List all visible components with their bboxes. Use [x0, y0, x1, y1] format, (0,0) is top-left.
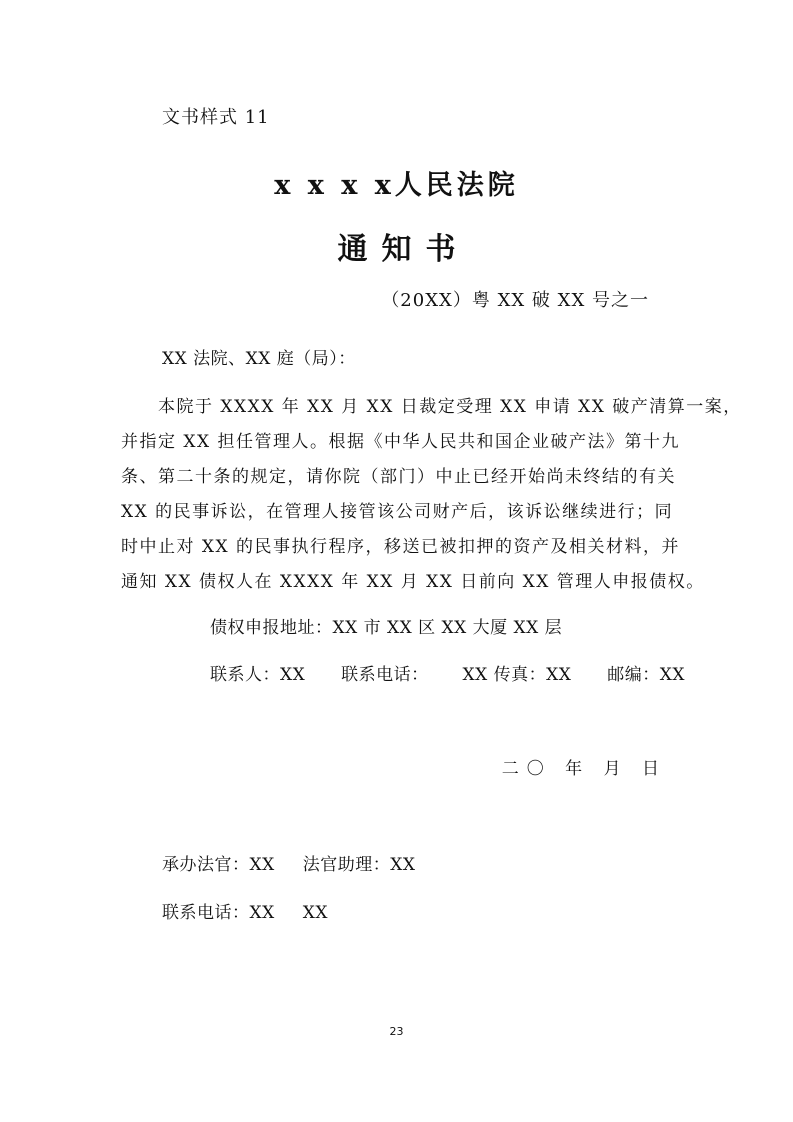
body-line: 并指定 XX 担任管理人。根据《中华人民共和国企业破产法》第十九 — [121, 432, 681, 452]
document-title: 通知书 — [337, 232, 470, 267]
addressee: XX 法院、XX 庭（局）： — [162, 349, 356, 369]
contact-info — [210, 663, 685, 687]
body-line: XX 的民事诉讼，在管理人接管该公司财产后，该诉讼继续进行；同 — [121, 502, 674, 522]
notice-body — [121, 390, 742, 600]
judge-assistant: 法官助理：XX — [302, 855, 416, 875]
issue-date: 二〇 年 月 日 — [501, 759, 667, 779]
body-line: 时中止对 XX 的民事执行程序，移送已被扣押的资产及相关材料，并 — [121, 537, 681, 557]
claim-address: 债权申报地址：XX 市 XX 区 XX 大厦 XX 层 — [210, 618, 563, 638]
presiding-judge: 承办法官：XX — [162, 855, 275, 875]
phone-label: 联系电话：XX — [162, 903, 275, 923]
body-line: 条、第二十条的规定，请你院（部门）中止已经开始尚未终结的有关 — [121, 467, 676, 487]
postcode: 邮编：XX — [607, 665, 685, 685]
document-number: （20XX）粤 XX 破 XX 号之一 — [381, 290, 649, 311]
document-style-label: 文书样式 11 — [162, 107, 270, 128]
contact-phone: 联系电话： — [341, 665, 429, 685]
court-title: x x x x人民法院 — [274, 170, 519, 201]
contact-person: 联系人：XX — [210, 665, 306, 685]
page-number: 23 — [389, 1025, 404, 1038]
fax: XX 传真：XX — [462, 665, 572, 685]
phone-info — [162, 901, 328, 925]
body-line: 通知 XX 债权人在 XXXX 年 XX 月 XX 日前向 XX 管理人申报债权。 — [121, 572, 705, 592]
phone-value: XX — [302, 903, 328, 923]
judge-info — [162, 853, 415, 877]
body-line: 本院于 XXXX 年 XX 月 XX 日裁定受理 XX 申请 XX 破产清算一案， — [158, 397, 742, 417]
